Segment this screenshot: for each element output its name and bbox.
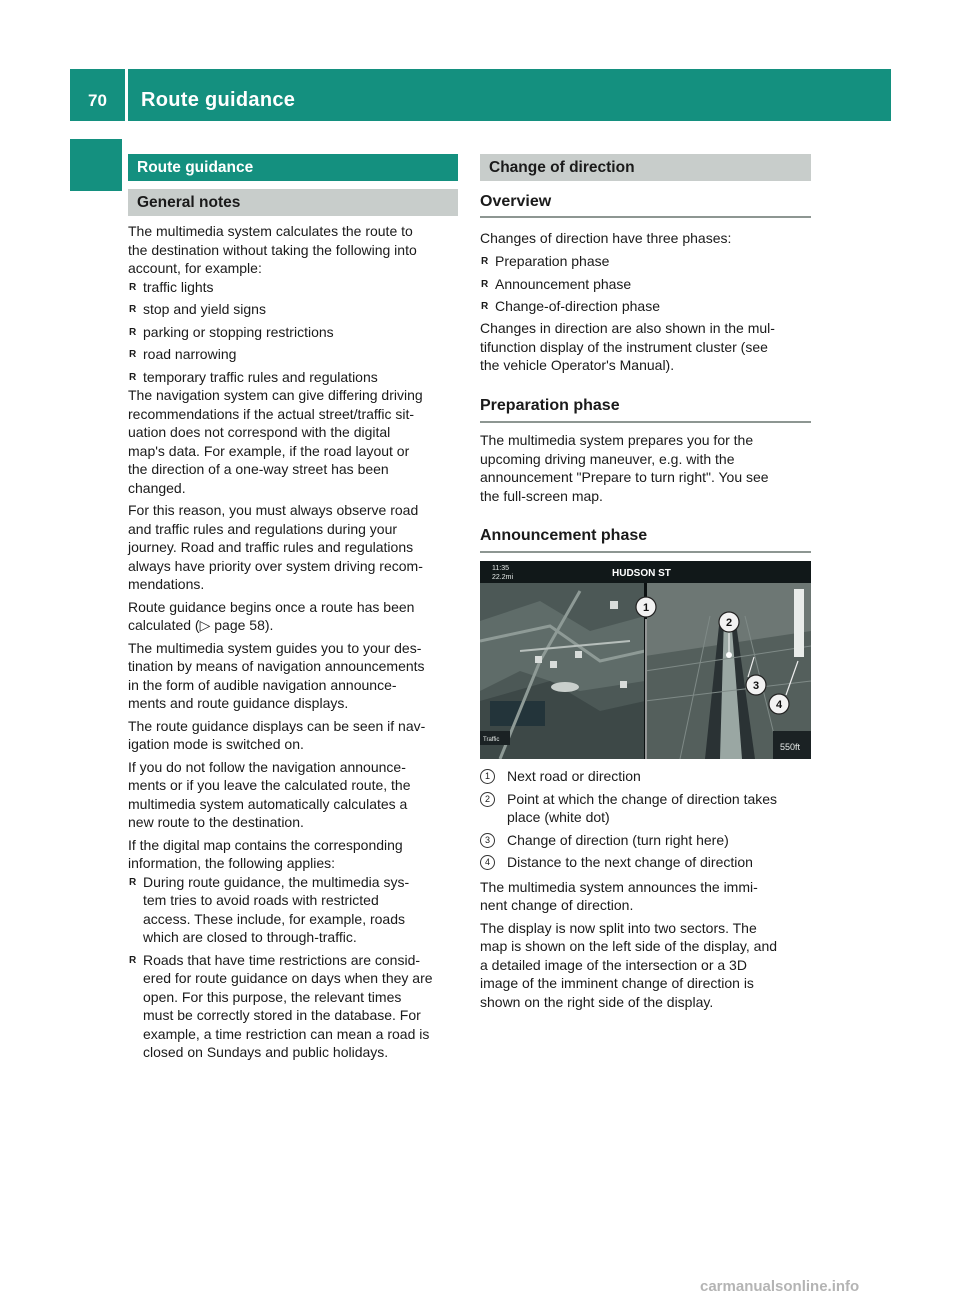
heading-rule [480,216,811,218]
screen-distance: 22.2mi [492,574,514,581]
legend-number: 2 [480,792,495,807]
header-divider [125,69,128,121]
heading-overview: Overview [480,193,552,210]
paragraph-line: in the form of audible navigation announce- [128,676,397,693]
paragraph-line: information, the following applies: [128,855,336,871]
watermark: carmanualsonline.info [700,1278,860,1295]
paragraph-line: map's data. For example, if the road layout or [128,442,410,459]
paragraph-line: new route to the destination. [128,814,304,830]
navigation-screen-graphic [480,561,811,759]
paragraph-line: upcoming driving maneuver, e.g. with the [480,450,735,467]
bullet-marker: R [129,371,137,383]
paragraph-line: the vehicle Operator's Manual). [480,357,675,373]
page-number: 70 [88,91,107,110]
list-item-line: access. These include, for example, roads [143,910,405,927]
paragraph-line: changed. [128,479,186,496]
paragraph-line: and traffic rules and regulations during your [128,520,398,537]
sidebar-label: Navigation [84,369,111,492]
paragraph-line: Changes in direction are also shown in the mul- [480,320,775,336]
svg-text:1: 1 [642,602,650,614]
list-item-line: open. For this purpose, the relevant times [143,988,402,1005]
paragraph-line: The display is now split into two sectors. The [480,919,757,936]
list-item: road narrowing [143,346,237,362]
list-item-line: must be correctly stored in the database. For [143,1007,421,1023]
legend-text: Point at which the change of direction takes [507,790,778,807]
list-item-line: tem tries to avoid roads with restricted [143,892,379,908]
paragraph-line: The navigation system can give differing driving [128,387,423,403]
list-item: parking or stopping restrictions [143,323,334,340]
heading-announcement-phase: Announcement phase [480,527,648,544]
paragraph-line: The multimedia system calculates the route to [128,223,413,239]
paragraph-line: always have priority over system driving recom- [128,557,423,574]
list-item-line: which are closed to through-traffic. [143,929,357,945]
paragraph-line: shown on the right side of the display. [480,993,714,1010]
list-item-line: Roads that have time restrictions are consid- [143,951,421,968]
bullet-marker: R [129,281,137,293]
subsection-heading-general-notes: General notes [128,189,458,216]
bullet-marker: R [481,256,489,267]
heading-preparation-phase: Preparation phase [480,397,620,414]
list-item-line: example, a time restriction can mean a road is [143,1025,430,1042]
bullet-marker: R [129,876,137,888]
paragraph-line: account, for example: [128,260,262,276]
heading-rule [480,551,811,553]
paragraph-line: map is shown on the left side of the display, and [480,938,778,954]
bullet-marker: R [129,349,137,360]
heading-rule [480,421,811,423]
navigation-display-image [480,561,811,759]
list-item-line: ered for route guidance on days when they are [143,970,433,986]
paragraph-line: The multimedia system prepares you for the [480,432,754,448]
svg-text:2: 2 [725,617,733,629]
paragraph-line: the destination without taking the following into [128,241,417,258]
screen-time: 11:35 [492,565,509,572]
legend-text: Distance to the next change of direction [507,854,753,870]
svg-text:Traffic: Traffic [483,737,500,743]
paragraph-line: igation mode is switched on. [128,736,304,752]
paragraph-line: calculated (▷ page 58). [128,617,274,633]
paragraph-line: uation does not correspond with the digital [128,424,391,440]
list-item: temporary traffic rules and regulations [143,368,378,385]
paragraph-line: multimedia system automatically calculates a [128,795,408,812]
paragraph-line: tination by means of navigation announcements [128,658,425,674]
paragraph-line: the full-screen map. [480,487,603,504]
legend-number: 4 [480,855,495,870]
paragraph-line: tifunction display of the instrument cluster (see [480,338,768,355]
list-item: stop and yield signs [143,301,266,317]
paragraph-line: announcement "Prepare to turn right". You see [480,469,769,485]
svg-text:3: 3 [752,680,760,692]
paragraph-line: image of the imminent change of direction is [480,975,754,991]
section-heading-change-of-direction: Change of direction [480,154,811,181]
paragraph-line: the direction of a one-way street has been [128,461,389,477]
bullet-marker: R [481,301,489,312]
legend-text: place (white dot) [507,809,610,825]
paragraph-line: If the digital map contains the corresponding [128,836,403,853]
list-item: Preparation phase [495,253,610,269]
bullet-marker: R [129,954,137,966]
legend-text: Next road or direction [507,768,641,784]
section-heading-route-guidance: Route guidance [128,154,458,181]
list-item-line: closed on Sundays and public holidays. [143,1044,389,1060]
paragraph-line: mendations. [128,576,205,592]
list-item: Change-of-direction phase [495,298,660,314]
paragraph-line: ments or if you leave the calculated route, the [128,777,411,793]
paragraph-line: ments and route guidance displays. [128,695,349,711]
paragraph-line: recommendations if the actual street/traffic sit- [128,405,415,422]
screen-street-name: HUDSON ST [612,568,671,579]
legend-text: Change of direction (turn right here) [507,831,729,848]
svg-text:4: 4 [775,699,783,711]
svg-text:550ft: 550ft [780,742,801,752]
page-header [70,69,891,121]
bullet-marker: R [129,326,137,338]
sidebar-tab [70,139,122,1179]
legend-number: 3 [480,833,495,848]
list-item: Announcement phase [495,275,632,292]
paragraph-line: If you do not follow the navigation announce- [128,758,406,775]
bullet-marker: R [129,304,137,315]
paragraph-line: Route guidance begins once a route has been [128,598,415,615]
list-item-line: During route guidance, the multimedia sys- [143,873,410,890]
paragraph-line: Changes of direction have three phases: [480,230,732,246]
paragraph-line: The route guidance displays can be seen if nav- [128,717,426,734]
paragraph-line: For this reason, you must always observe road [128,502,419,518]
legend-number: 1 [480,769,495,784]
list-item: traffic lights [143,278,214,295]
bullet-marker: R [481,278,489,290]
paragraph-line: nent change of direction. [480,897,634,913]
page-title: Route guidance [141,89,296,111]
paragraph-line: The multimedia system announces the immi- [480,878,758,895]
paragraph-line: The multimedia system guides you to your des- [128,639,422,656]
sidebar-tab-marker [70,139,122,191]
paragraph-line: journey. Road and traffic rules and regulations [128,539,414,555]
paragraph-line: a detailed image of the intersection or a 3D [480,956,747,973]
